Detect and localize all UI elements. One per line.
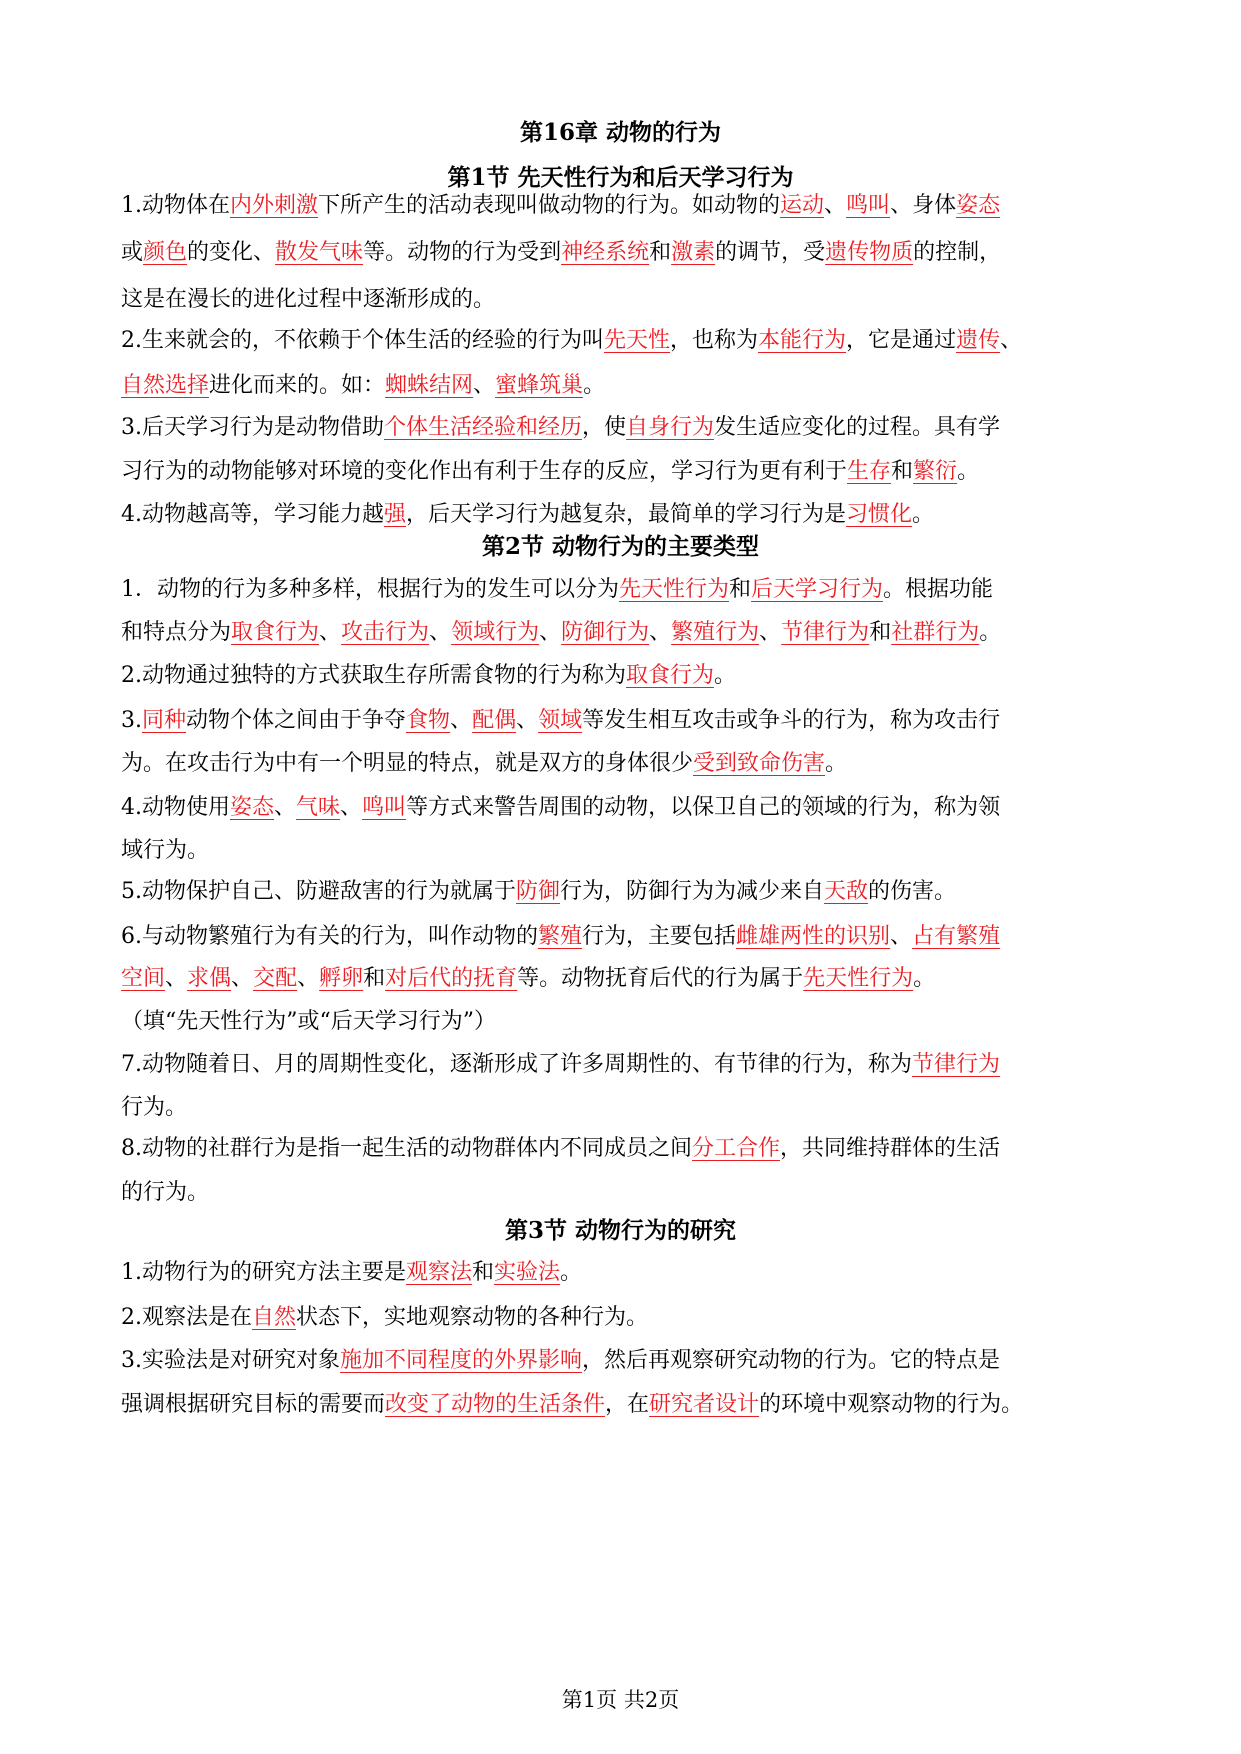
text-run: ，它是通过 xyxy=(846,328,957,353)
text-line xyxy=(121,1049,1000,1081)
answer-blank: 食物 xyxy=(406,708,451,733)
text-line xyxy=(121,748,847,780)
text-line xyxy=(121,190,1000,222)
answer-blank: 防御行为 xyxy=(561,620,650,645)
text-run: 、 xyxy=(319,620,342,645)
answer-blank: 遗传物质 xyxy=(825,240,914,265)
text-run: （填“先天性行为”或“后天学习行为”） xyxy=(121,1009,496,1034)
answer-blank: 先天性 xyxy=(604,328,671,353)
text-line xyxy=(121,1257,582,1289)
answer-blank: 领域行为 xyxy=(451,620,540,645)
text-run: 。 xyxy=(714,663,737,688)
answer-blank: 节律行为 xyxy=(781,620,870,645)
section-heading: 第3节 动物行为的研究 xyxy=(504,1217,736,1244)
answer-blank: 先天性行为 xyxy=(803,966,914,991)
text-run: 、 xyxy=(473,373,496,398)
answer-blank: 鸣叫 xyxy=(846,193,891,218)
answer-blank: 分工合作 xyxy=(692,1136,781,1161)
text-run: 1.动物体在 xyxy=(121,193,230,218)
text-line xyxy=(121,705,1000,737)
answer-blank: 后天学习行为 xyxy=(751,577,884,602)
text-line xyxy=(121,1302,648,1334)
text-run: 的伤害。 xyxy=(868,879,957,904)
text-run: 和 xyxy=(869,620,892,645)
text-run: 、 xyxy=(1000,328,1023,353)
answer-blank: 雌雄两性的识别 xyxy=(736,924,891,949)
answer-blank: 遗传 xyxy=(956,328,1001,353)
text-run: 、 xyxy=(165,966,188,991)
text-run: ，也称为 xyxy=(670,328,759,353)
text-run: 。 xyxy=(560,1260,583,1285)
text-run: 4.动物使用 xyxy=(121,795,230,820)
text-line xyxy=(121,1177,209,1209)
text-line xyxy=(121,835,209,867)
text-run: 3.后天学习行为是动物借助 xyxy=(121,415,384,440)
text-run: 和 xyxy=(891,459,914,484)
answer-blank: 受到致命伤害 xyxy=(693,751,826,776)
text-run: ，然后再观察研究动物的行为。它的特点是 xyxy=(582,1348,1001,1373)
answer-blank: 繁衍 xyxy=(913,459,958,484)
answer-blank: 攻击行为 xyxy=(341,620,430,645)
text-line xyxy=(121,284,495,316)
answer-blank: 节律行为 xyxy=(912,1052,1001,1077)
text-run: 、身体 xyxy=(890,193,957,218)
answer-blank: 同种 xyxy=(142,708,187,733)
text-run: 、 xyxy=(516,708,539,733)
text-line xyxy=(121,325,1022,357)
answer-blank: 交配 xyxy=(253,966,298,991)
answer-blank: 蜘蛛结网 xyxy=(385,373,474,398)
text-run: 的变化、 xyxy=(187,240,276,265)
answer-blank: 蜜蜂筑巢 xyxy=(495,373,584,398)
text-run: 、 xyxy=(759,620,782,645)
text-run: 习行为的动物能够对环境的变化作出有利于生存的反应，学习行为更有利于 xyxy=(121,459,848,484)
answer-blank: 神经系统 xyxy=(561,240,650,265)
text-run: 等。动物抚育后代的行为属于 xyxy=(517,966,804,991)
answer-blank: 激素 xyxy=(671,240,716,265)
text-run: 7.动物随着日、月的周期性变化，逐渐形成了许多周期性的、有节律的行为，称为 xyxy=(121,1052,912,1077)
text-run: 、 xyxy=(890,924,913,949)
text-run: 和 xyxy=(472,1260,495,1285)
text-run: 2.动物通过独特的方式获取生存所需食物的行为称为 xyxy=(121,663,626,688)
text-run: 、 xyxy=(824,193,847,218)
text-line xyxy=(121,660,736,692)
text-run: 、 xyxy=(649,620,672,645)
text-run: 或 xyxy=(121,240,144,265)
answer-blank: 配偶 xyxy=(472,708,517,733)
text-line xyxy=(121,876,956,908)
text-run: 为。在攻击行为中有一个明显的特点，就是双方的身体很少 xyxy=(121,751,694,776)
text-line xyxy=(121,412,1000,444)
answer-blank: 繁殖行为 xyxy=(671,620,760,645)
text-line xyxy=(121,1006,496,1038)
answer-blank: 强 xyxy=(384,502,407,527)
answer-blank: 自然选择 xyxy=(121,373,210,398)
text-line xyxy=(121,1345,1000,1377)
text-run: 等。动物的行为受到 xyxy=(363,240,562,265)
text-line xyxy=(121,237,1001,269)
text-run: 发生适应变化的过程。具有学 xyxy=(714,415,1001,440)
answer-blank: 内外刺激 xyxy=(230,193,319,218)
text-run: ，后天学习行为越复杂，最简单的学习行为是 xyxy=(406,502,847,527)
answer-blank: 自身行为 xyxy=(626,415,715,440)
text-run: ，共同维持群体的生活 xyxy=(780,1136,1001,1161)
answer-blank: 繁殖 xyxy=(538,924,583,949)
text-line xyxy=(121,617,1001,649)
answer-blank: 散发气味 xyxy=(275,240,364,265)
text-run: 、 xyxy=(429,620,452,645)
answer-blank: 习惯化 xyxy=(846,502,913,527)
answer-blank: 对后代的抚育 xyxy=(385,966,518,991)
text-line xyxy=(121,963,935,995)
text-run: 等发生相互攻击或争斗的行为，称为攻击行 xyxy=(582,708,1001,733)
text-run: 行为，防御行为为减少来自 xyxy=(560,879,825,904)
section-heading: 第1节 先天性行为和后天学习行为 xyxy=(447,164,794,191)
text-run: 和特点分为 xyxy=(121,620,232,645)
text-run: 。 xyxy=(825,751,848,776)
answer-blank: 空间 xyxy=(121,966,166,991)
page-footer: 第1页 共2页 xyxy=(561,1688,680,1712)
answer-blank: 姿态 xyxy=(956,193,1001,218)
text-run: 5.动物保护自己、防避敌害的行为就属于 xyxy=(121,879,516,904)
text-run: 行为。 xyxy=(121,1095,188,1120)
text-run: 8.动物的社群行为是指一起生活的动物群体内不同成员之间 xyxy=(121,1136,692,1161)
text-line xyxy=(121,792,1000,824)
text-run: 动物个体之间由于争夺 xyxy=(186,708,407,733)
text-run: 的行为。 xyxy=(121,1180,210,1205)
answer-blank: 取食行为 xyxy=(626,663,715,688)
answer-blank: 孵卵 xyxy=(319,966,364,991)
text-run: 进化而来的。如： xyxy=(209,373,386,398)
text-run: 。 xyxy=(912,502,935,527)
answer-blank: 运动 xyxy=(780,193,825,218)
text-run: 和 xyxy=(649,240,672,265)
text-run: 的环境中观察动物的行为。 xyxy=(759,1392,1024,1417)
text-run: 等方式来警告周围的动物，以保卫自己的领域的行为，称为领 xyxy=(406,795,1001,820)
text-line xyxy=(121,370,605,402)
answer-blank: 改变了动物的生活条件 xyxy=(385,1392,606,1417)
text-run: 。 xyxy=(979,620,1002,645)
answer-blank: 本能行为 xyxy=(758,328,847,353)
answer-blank: 防御 xyxy=(516,879,561,904)
text-run: 。 xyxy=(583,373,606,398)
answer-blank: 求偶 xyxy=(187,966,232,991)
text-run: 。 xyxy=(913,966,936,991)
text-run: 。根据功能 xyxy=(883,577,994,602)
text-run: 、 xyxy=(297,966,320,991)
answer-blank: 研究者设计 xyxy=(649,1392,760,1417)
text-run: 的调节，受 xyxy=(715,240,826,265)
text-run: 域行为。 xyxy=(121,838,210,863)
text-run: 3. xyxy=(121,708,142,733)
text-line xyxy=(121,499,934,531)
text-run: 4.动物越高等，学习能力越 xyxy=(121,502,384,527)
text-run: 下所产生的活动表现叫做动物的行为。如动物的 xyxy=(318,193,781,218)
text-run: 、 xyxy=(539,620,562,645)
answer-blank: 先天性行为 xyxy=(619,577,730,602)
answer-blank: 气味 xyxy=(296,795,341,820)
text-run: 1．动物的行为多种多样，根据行为的发生可以分为 xyxy=(121,577,619,602)
answer-blank: 领域 xyxy=(538,708,583,733)
answer-blank: 取食行为 xyxy=(231,620,320,645)
text-run: 。 xyxy=(957,459,980,484)
text-line xyxy=(121,1092,187,1124)
text-run: 和 xyxy=(729,577,752,602)
answer-blank: 实验法 xyxy=(494,1260,561,1285)
answer-blank: 天敌 xyxy=(824,879,869,904)
text-run: 状态下，实地观察动物的各种行为。 xyxy=(296,1305,649,1330)
text-run: 、 xyxy=(274,795,297,820)
answer-blank: 占有繁殖 xyxy=(912,924,1001,949)
answer-blank: 姿态 xyxy=(230,795,275,820)
answer-blank: 社群行为 xyxy=(891,620,980,645)
text-run: 2.观察法是在 xyxy=(121,1305,252,1330)
section-heading: 第2节 动物行为的主要类型 xyxy=(481,533,759,560)
text-line xyxy=(121,921,1000,953)
answer-blank: 鸣叫 xyxy=(362,795,407,820)
text-run: 、 xyxy=(231,966,254,991)
answer-blank: 施加不同程度的外界影响 xyxy=(340,1348,583,1373)
text-run: 强调根据研究目标的需要而 xyxy=(121,1392,386,1417)
text-run: 这是在漫长的进化过程中逐渐形成的。 xyxy=(121,287,496,312)
answer-blank: 观察法 xyxy=(406,1260,473,1285)
text-line xyxy=(121,1389,1023,1421)
text-run: 和 xyxy=(363,966,386,991)
text-line xyxy=(121,574,993,606)
text-run: 2.生来就会的，不依赖于个体生活的经验的行为叫 xyxy=(121,328,604,353)
text-run: 行为，主要包括 xyxy=(582,924,737,949)
text-line xyxy=(121,456,979,488)
text-run: ，在 xyxy=(605,1392,650,1417)
text-run: 1.动物行为的研究方法主要是 xyxy=(121,1260,406,1285)
text-run: 、 xyxy=(340,795,363,820)
text-line xyxy=(121,1133,1000,1165)
text-run: 、 xyxy=(450,708,473,733)
text-run: ，使 xyxy=(582,415,627,440)
text-run: 3.实验法是对研究对象 xyxy=(121,1348,340,1373)
answer-blank: 自然 xyxy=(252,1305,297,1330)
text-run: 的控制， xyxy=(913,240,1002,265)
text-run: 6.与动物繁殖行为有关的行为，叫作动物的 xyxy=(121,924,538,949)
chapter-title: 第16章 动物的行为 xyxy=(519,119,721,146)
answer-blank: 颜色 xyxy=(143,240,188,265)
answer-blank: 个体生活经验和经历 xyxy=(384,415,583,440)
answer-blank: 生存 xyxy=(847,459,892,484)
